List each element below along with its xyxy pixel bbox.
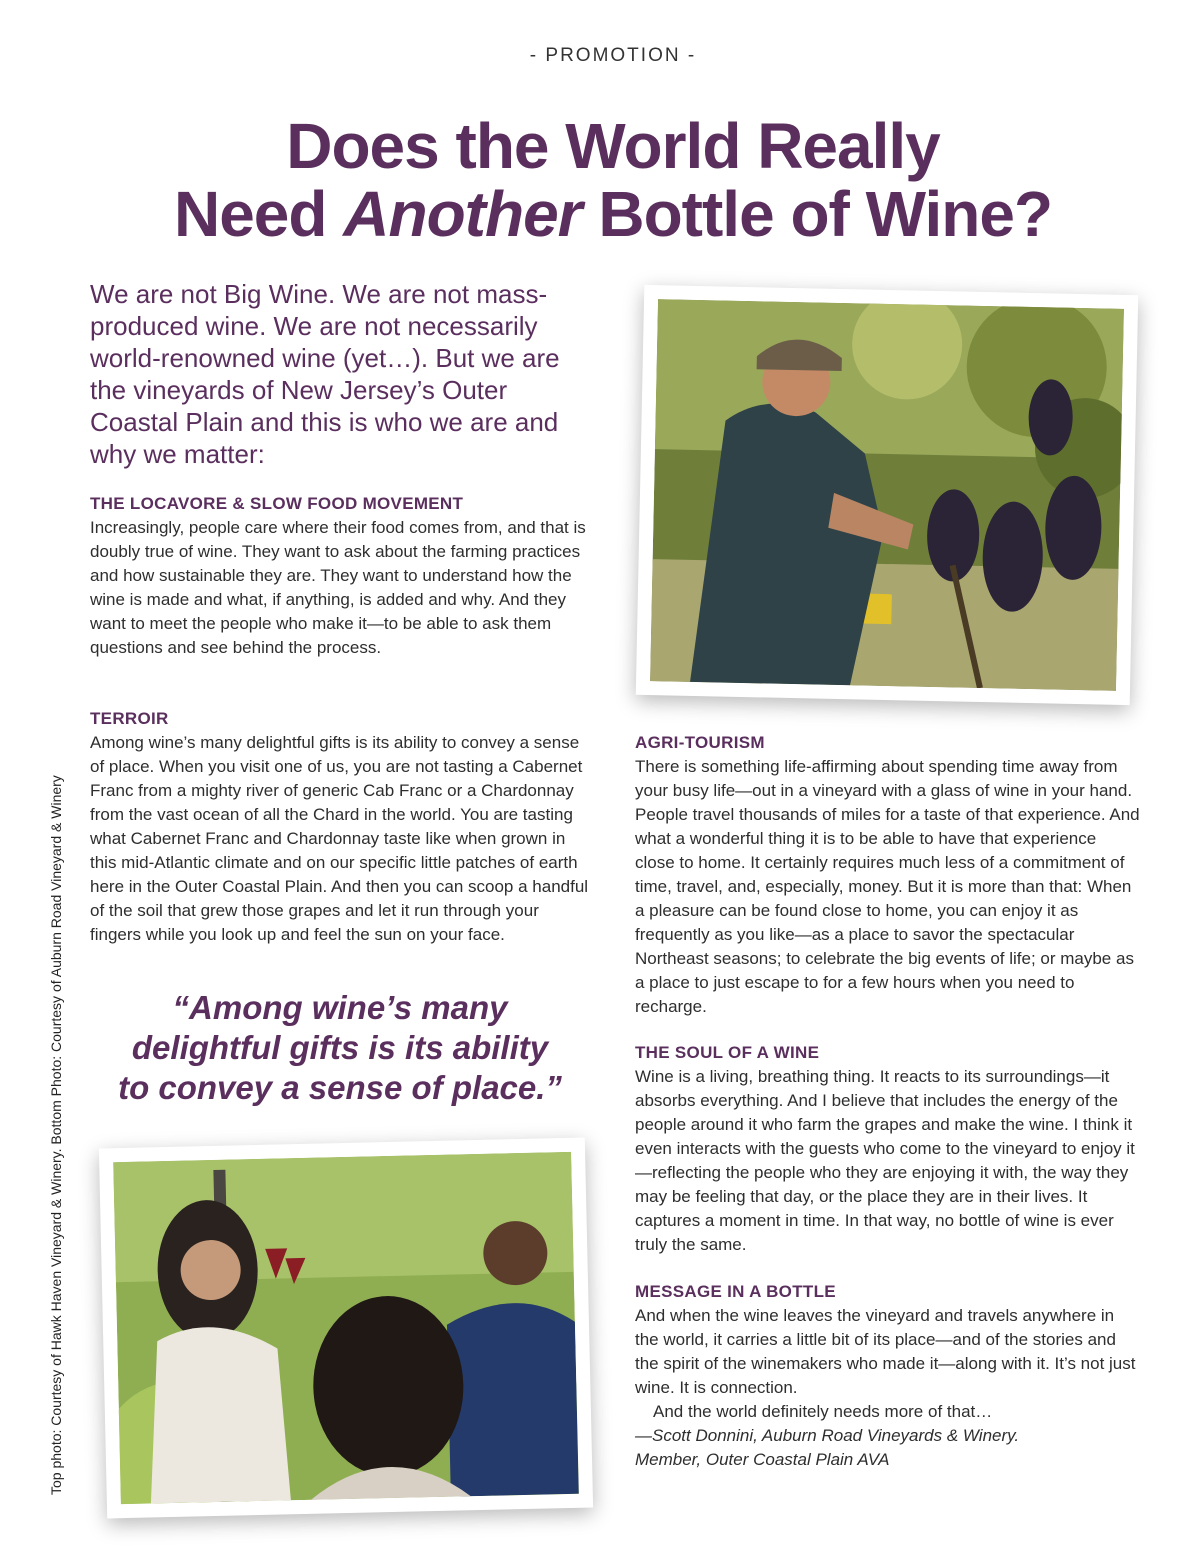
page-title [0, 112, 1200, 248]
section-terroir [90, 707, 590, 947]
section-message-in-a-bottle [635, 1280, 1140, 1472]
title-part-a: Need [173, 178, 344, 250]
vineyard-worker-photo [636, 285, 1138, 705]
section-body: And when the wine leaves the vineyard and travels anywhere in the world, it carries a little bit of its place—and of the stories and the spirit of the winemakers who made it—along with it. It’s not just wine. It is connection. [635, 1306, 1136, 1397]
wine-toast-photo [99, 1138, 593, 1519]
section-soul-of-wine [635, 1041, 1140, 1257]
promotion-kicker: - PROMOTION - [529, 45, 697, 66]
signature-affiliation: Member, Outer Coastal Plain AVA [635, 1450, 890, 1469]
section-heading: AGRI-TOURISM [635, 733, 765, 752]
intro-paragraph: We are not Big Wine. We are not mass-produced wine. We are not necessarily world-renowned wine (yet…). But we are the vineyards of New Jersey’s Outer Coastal Plain and this is who we are and why we matter: [90, 279, 560, 469]
section-body: Increasingly, people care where their food comes from, and that is doubly true of wine. They want to ask about the farming practices and how sustainable they are. They want to understand how the wine is made and what, if anything, is added and why. And they want to meet the people who make it—to be able to ask them questions and see behind the process. [90, 518, 586, 657]
title-line-2 [0, 180, 1200, 248]
section-agri-tourism [635, 731, 1140, 1019]
section-locavore [90, 492, 590, 660]
closing-line: And the world definitely needs more of that… [653, 1402, 993, 1421]
section-heading: THE SOUL OF A WINE [635, 1043, 820, 1062]
title-line-1: Does the World Really [286, 110, 940, 182]
section-body: Wine is a living, breathing thing. It reacts to its surroundings—it absorbs everything. And I believe that includes the energy of the people around it who farm the grapes and make the wine. I think it even interacts with the guests who come to the vineyard to enjoy it—reflecting the people who they are enjoying it with, the way they may be feeling that day, or the place they are in their lives. It captures a moment in time. In that way, no bottle of wine is ever truly the same. [635, 1067, 1135, 1254]
title-emphasis: Another [343, 178, 582, 250]
section-body: There is something life-affirming about spending time away from your busy life—out in a vineyard with a glass of wine in your hand. People travel thousands of miles for a taste of that experience. And what a wonderful thing it is to be able to have that experience close to home. It certainly requires much less of a commitment of time, travel, and, especially, money. But it is more than that: When a pleasure can be found close to home, you can enjoy it as frequently as you like—as a place to savor the spectacular Northeast seasons; to celebrate the big events of life; or maybe as a place to just escape to for a few hours when you need to recharge. [635, 757, 1140, 1016]
section-heading: THE LOCAVORE & SLOW FOOD MOVEMENT [90, 494, 464, 513]
wine-toast-image [113, 1152, 579, 1504]
section-body: Among wine’s many delightful gifts is its ability to convey a sense of place. When you visit one of us, you are not tasting a Cabernet Franc from a mighty river of generic Cab Franc or a Chardonnay from the vast ocean of all the Chard in the world. You are tasting what Cabernet Franc and Chardonnay taste like when grown in this mid-Atlantic climate and on our specific little patches of earth here in the Outer Coastal Plain. And then you can scoop a handful of the soil that grew those grapes and let it run through your fingers while you look up and feel the sun on your face. [90, 733, 589, 944]
section-heading: MESSAGE IN A BOTTLE [635, 1282, 836, 1301]
vineyard-worker-image [650, 299, 1124, 691]
photo-credit: Top photo: Courtesy of Hawk Haven Vineyard & Winery. Bottom Photo: Courtesy of Auburn Road Vineyard & Winery [48, 775, 64, 1495]
title-part-b: Bottle of Wine? [581, 178, 1053, 250]
section-heading: TERROIR [90, 709, 169, 728]
pull-quote: “Among wine’s many delightful gifts is its ability to convey a sense of place.” [118, 989, 562, 1106]
signature-line: —Scott Donnini, Auburn Road Vineyards & Winery. [635, 1426, 1020, 1445]
